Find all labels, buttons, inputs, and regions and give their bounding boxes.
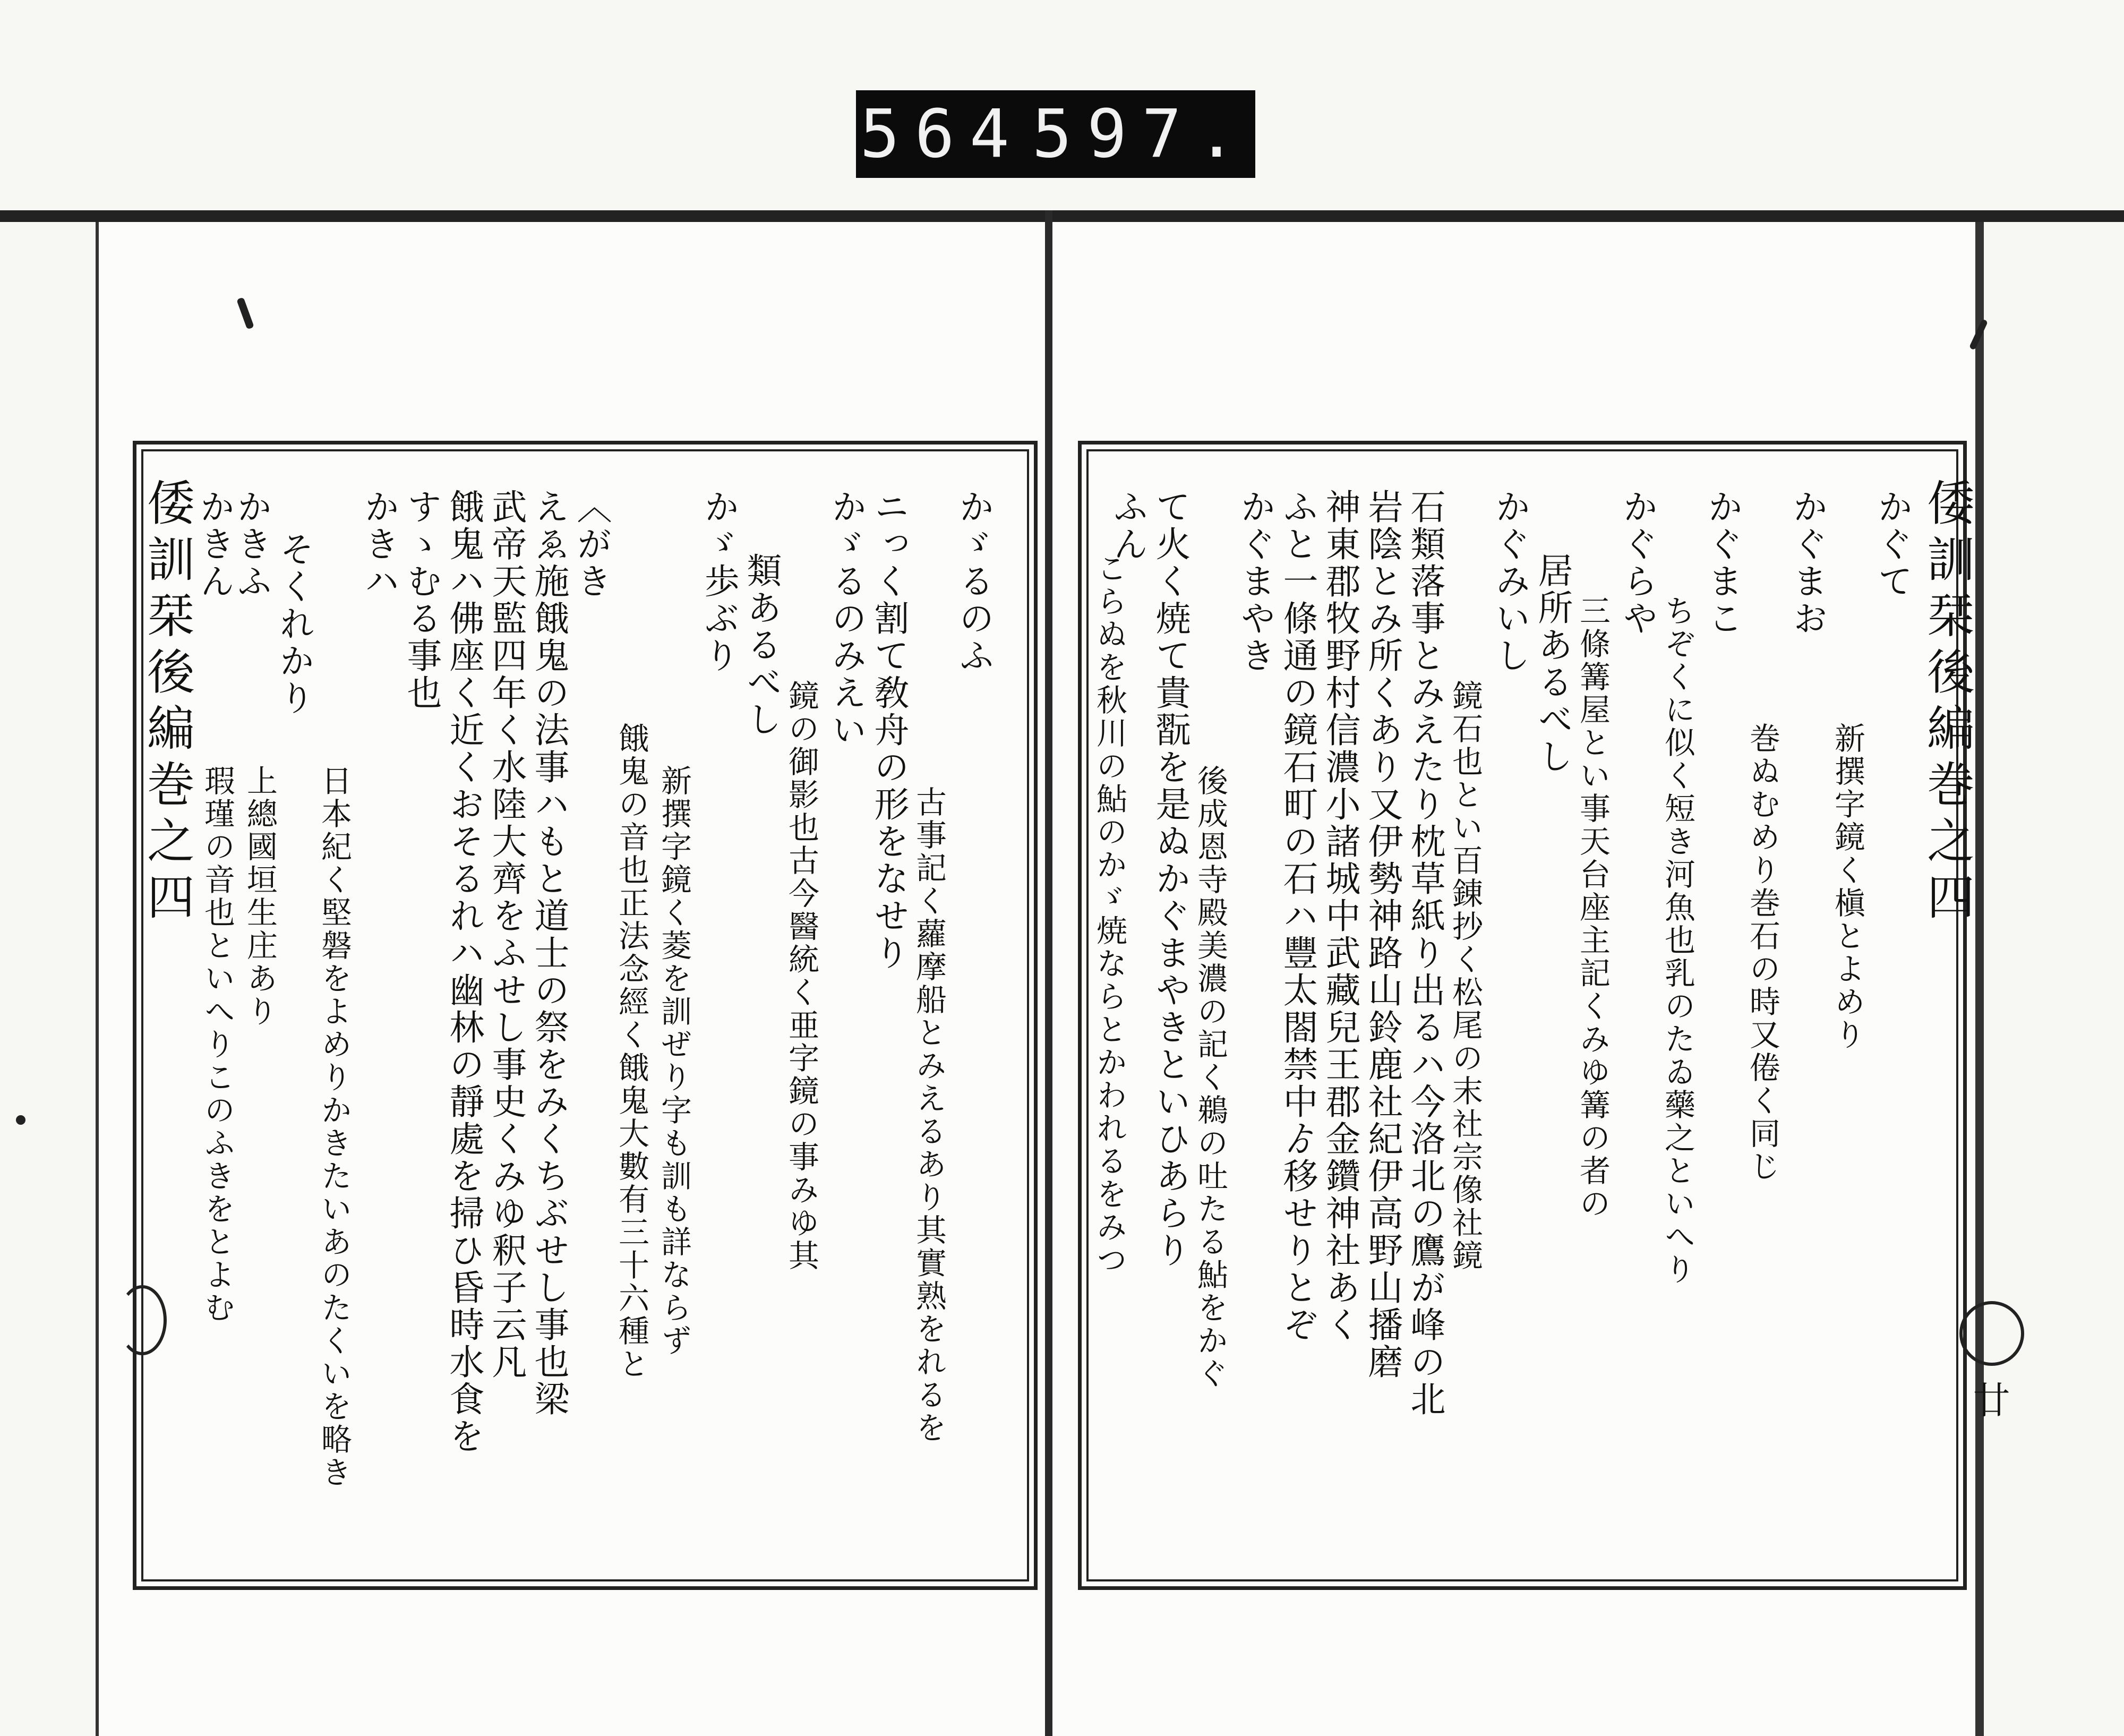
right-note-3: 三條篝屋とい事天台座主記くみゆ篝の者の (1574, 595, 1611, 1220)
left-col-6: えゑ施餓鬼の法事ハもと道士の祭をみくちぶせし事也梁 (528, 489, 569, 1418)
film-frame-label (856, 90, 1255, 178)
right-col-4: 居所あるべし (1532, 552, 1573, 775)
right-note-2: ちぞくに似く短き河魚也乳のたゐ藥之といへり (1659, 595, 1695, 1286)
left-col-5: 〈がき (571, 489, 612, 600)
page-circle-mark-left (118, 1285, 167, 1355)
left-col-11: そくれかり (273, 531, 314, 717)
right-col-13: こらぬを秋川の鮎のかゞ焼ならとかわれるをみつ (1091, 552, 1127, 1277)
left-note-1: 鏡の御影也古今醫統く亜字鏡の事みゆ其 (783, 680, 819, 1272)
right-running-head: 倭訓栞後編巻之四 (1919, 478, 1974, 928)
right-col-6: 石類落事とみえたり枕草紙り出るハ今洛北の鷹が峰の北 (1404, 489, 1445, 1418)
left-note-0: 古事記く蘿摩船とみえるあり其實熟をれるを (911, 786, 947, 1444)
left-col-9: すゝむる事也 (401, 489, 442, 712)
right-col-8: 神東郡牧野村信濃小諸城中武藏兒王郡金鑽神社あく (1320, 489, 1360, 1344)
right-note-4: 鏡石也とい百錬抄く松尾の末社宗像社鏡 (1447, 680, 1483, 1272)
left-running-head: 倭訓栞後編巻之四 (139, 478, 194, 928)
right-col-10: かぐまやき (1235, 489, 1275, 674)
right-col-11: て火く焼て貴翫を是ぬかぐまやきといひあらり (1150, 489, 1191, 1269)
ink-mark (16, 1115, 25, 1125)
left-note-5: 上總國垣生庄あり (242, 765, 278, 1028)
right-col-5: かぐみいし (1489, 489, 1530, 674)
frame-number-right: 597. (1032, 96, 1252, 173)
page-circle-mark (1959, 1301, 2024, 1366)
left-col-4: かゞ歩ぶり (698, 489, 739, 674)
left-col-8: 餓鬼ハ佛座く近くおそるれハ幽林の靜處を掃ひ昏時水食を (443, 489, 484, 1455)
right-note-0: 新撰字鏡く槇とよめり (1829, 722, 1865, 1051)
right-side-note: 廿 (1967, 1381, 2010, 1420)
left-note-6: 瑕瑾の音也といへりこのふきをとよむ (199, 765, 235, 1324)
left-col-3: 類あるべし (741, 552, 782, 738)
left-note-3: 餓鬼の音也正法念經く餓鬼大數有三十六種と (613, 722, 649, 1381)
left-note-2: 新撰字鏡く菱を訓ぜり字も訓も詳ならず (656, 765, 692, 1357)
frame-number-left: 564 (860, 96, 1025, 173)
right-col-12: ふん (1107, 489, 1148, 563)
left-col-12: かきふ (231, 489, 272, 600)
right-col-9: ふと一條通の鏡石町の石ハ豐太閤禁中ゟ移せりとぞ (1277, 489, 1318, 1344)
left-col-10: かきハ (358, 489, 399, 600)
book-spine (1045, 210, 1052, 1736)
right-note-1: 巻ぬむめり巻石の時又倦く同じ (1744, 722, 1780, 1183)
top-edge-rule (0, 210, 2124, 222)
right-col-3: かぐらや (1617, 489, 1658, 637)
right-col-2: かぐまこ (1702, 489, 1743, 637)
right-col-7: 岩陰とみ所くあり又伊勢神路山鈴鹿社紀伊高野山播磨 (1362, 489, 1403, 1381)
left-col-13: かきん (194, 489, 235, 600)
right-col-1: かぐまお (1787, 489, 1828, 637)
left-col-1: ニっく割て敎舟の形をなせり (868, 489, 909, 972)
left-col-2: かゞるのみえい (826, 489, 867, 749)
left-col-0: かゞるのふ (953, 489, 994, 674)
left-note-4: 日本紀く堅磐をよめりかきたいあのたくいを略き (316, 765, 352, 1489)
right-col-0: かぐて (1872, 489, 1913, 600)
right-note-5: 後成恩寺殿美濃の記く鵜の吐たる鮎をかぐ (1192, 765, 1228, 1390)
left-col-7: 武帝天監四年く水陸大齊をふせし事史くみゆ釈子云凡 (486, 489, 527, 1381)
